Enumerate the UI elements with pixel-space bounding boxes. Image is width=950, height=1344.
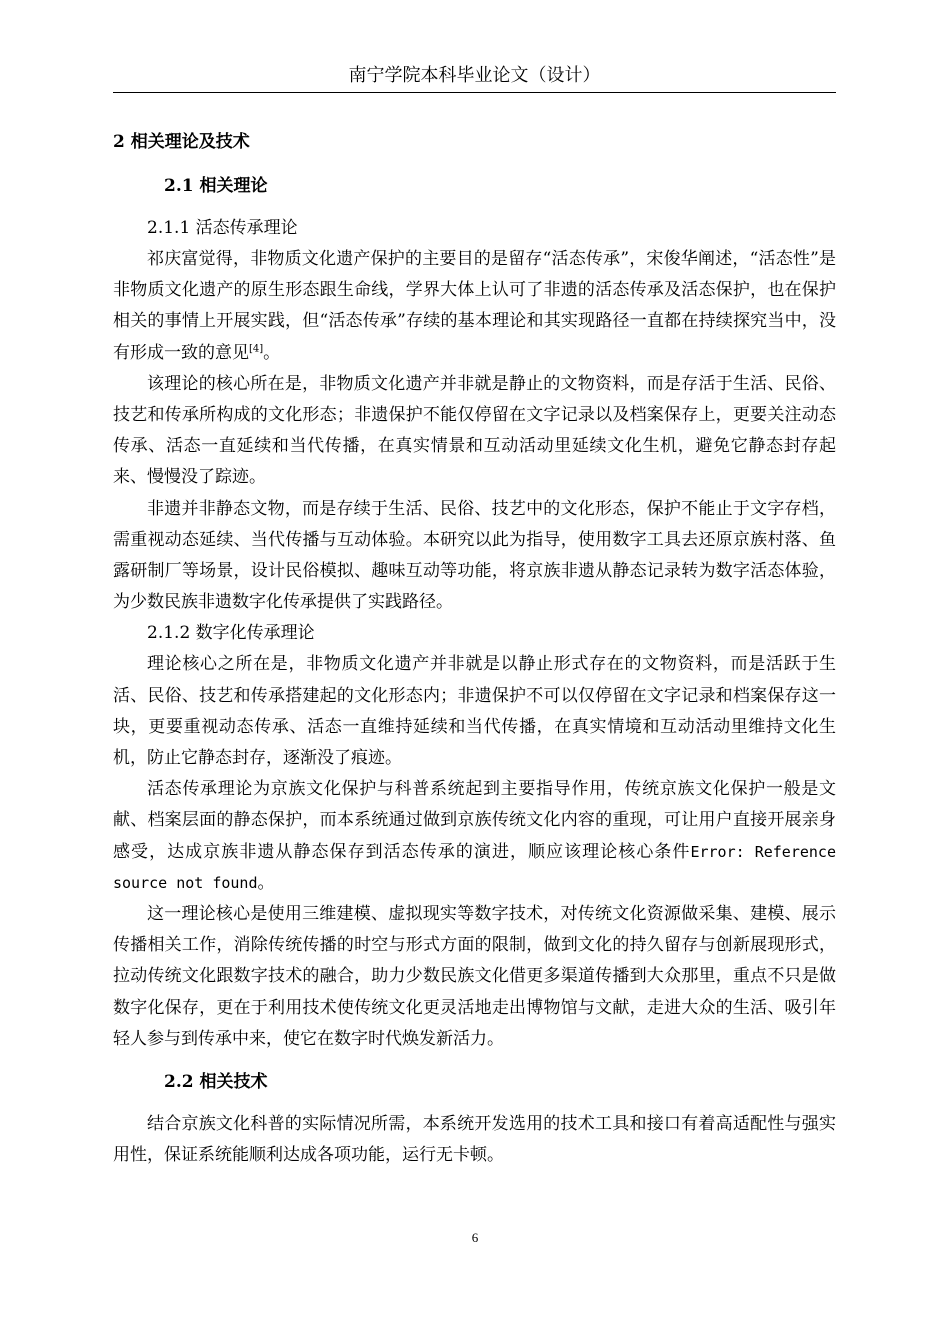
section-2-1-1-heading: 2.1.1 活态传承理论 [147,218,298,238]
document-body [113,125,836,1171]
reference-error: Error: Reference source not found [113,842,836,892]
section-2-1-heading: 2.1 相关理论 [164,176,268,196]
paragraph-text: 活态传承理论为京族文化保护与科普系统起到主要指导作用，传统京族文化保护一般是文献、档案层面的静态保护，而本系统通过做到京族传统文化内容的重现，可让用户直接开展亲身感受，达成京族非遗从静态保存到活态传承的演进，顺应该理论核心条件 [113,779,836,862]
paragraph-end: 。 [257,872,275,893]
section-2-heading: 2 相关理论及技术 [113,132,250,152]
paragraph [113,244,836,369]
header-title: 南宁学院本科毕业论文（设计） [348,65,601,86]
section-2-2-heading: 2.2 相关技术 [164,1072,268,1093]
paragraph: 理论核心之所在是，非物质文化遗产并非就是以静止形式存在的文物资料，而是活跃于生活、民俗、技艺和传承搭建起的文化形态内；非遗保护不可以仅停留在文字记录和档案保存这一块，更要重视动态传承、活态一直维持延续和当代传播，在真实情境和互动活动里维持文化生机，防止它静态封存，逐渐没了痕迹。 [113,654,836,769]
paragraph-text: 祁庆富觉得，非物质文化遗产保护的主要目的是留存“活态传承”，宋俊华阐述，“活态性”是非物质文化遗产的原生形态跟生命线，学界大体上认可了非遗的活态传承及活态保护，也在保护相关的事情上开展实践，但“活态传承”存续的基本理论和其实现路径一直都在持续探究当中，没有形成一致的意见 [113,249,836,363]
paragraph: 这一理论核心是使用三维建模、虚拟现实等数字技术，对传统文化资源做采集、建模、展示传播相关工作，消除传统传播的时空与形式方面的限制，做到文化的持久留存与创新展现形式，拉动传统文化跟数字技术的融合，助力少数民族文化借更多渠道传播到大众那里，重点不只是做数字化保存，更在于利用技术使传统文化更灵活地走出博物馆与文献，走进大众的生活、吸引年轻人参与到传承中来，使它在数字时代焕发新活力。 [113,904,836,1049]
paragraph: 结合京族文化科普的实际情况所需，本系统开发选用的技术工具和接口有着高适配性与强实用性，保证系统能顺利达成各项功能，运行无卡顿。 [113,1114,836,1166]
paragraph: 该理论的核心所在是，非物质文化遗产并非就是静止的文物资料，而是存活于生活、民俗、技艺和传承所构成的文化形态；非遗保护不能仅停留在文字记录以及档案保存上，更要关注动态传承、活态一直延续和当代传播，在真实情景和互动活动里延续文化生机，避免它静态封存起来、慢慢没了踪迹。 [113,373,836,488]
page-header [113,63,836,93]
paragraph: 非遗并非静态文物，而是存续于生活、民俗、技艺中的文化形态，保护不能止于文字存档，需重视动态延续、当代传播与互动体验。本研究以此为指导，使用数字工具去还原京族村落、鱼露研制厂等场景，设计民俗模拟、趣味互动等功能，将京族非遗从静态记录转为数字活态体验，为少数民族非遗数字化传承提供了实践路径。 [113,498,836,613]
paragraph-end: 。 [263,342,281,363]
citation: [4] [249,342,264,354]
paragraph [113,774,836,899]
section-2-1-2-heading: 2.1.2 数字化传承理论 [147,623,315,644]
page-number: 6 [471,1230,479,1245]
